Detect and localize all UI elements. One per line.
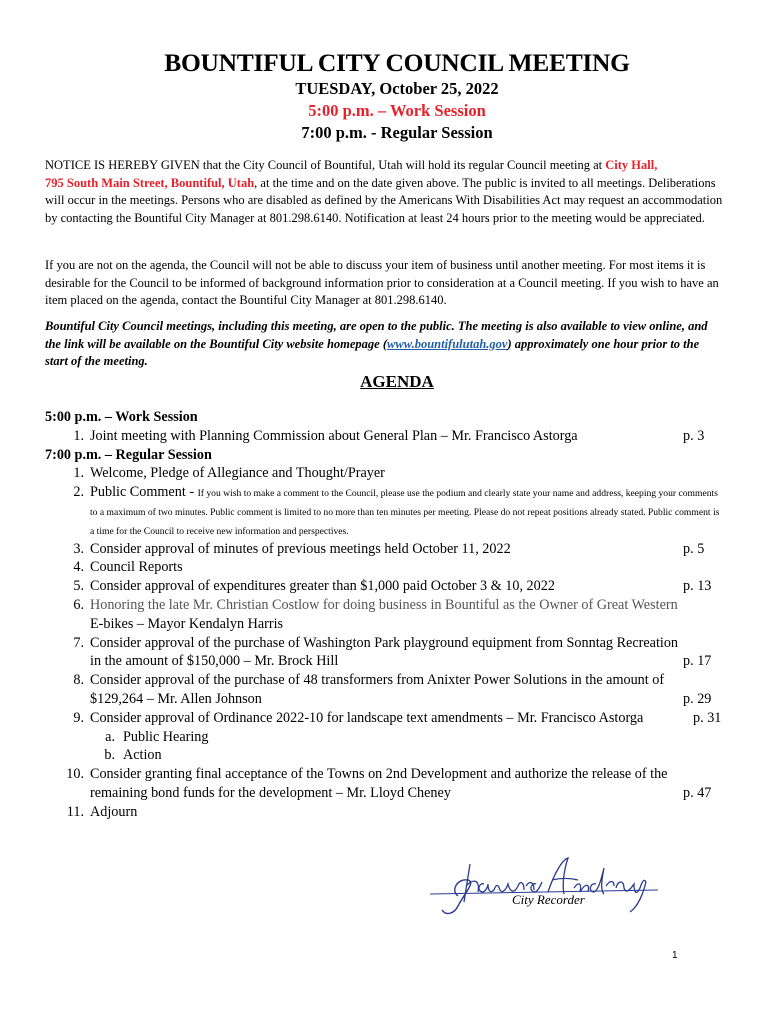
- item-number: 9.: [73, 709, 84, 726]
- public-access-paragraph: [45, 318, 725, 371]
- list-item: [45, 464, 725, 483]
- item-text: Consider approval of the purchase of Washington Park playground equipment from Sonntag Recreation: [90, 634, 679, 651]
- list-item: [45, 577, 725, 596]
- sub-item-letter: a.: [105, 728, 115, 745]
- item-number: 6.: [73, 596, 84, 613]
- list-item: [45, 634, 725, 653]
- item-text: Adjourn: [90, 803, 138, 820]
- agenda-list: [45, 408, 725, 822]
- sub-item: [45, 728, 725, 747]
- item-text: [90, 483, 725, 539]
- city-recorder-label: City Recorder: [512, 892, 585, 907]
- list-item: [45, 558, 725, 577]
- sub-item-letter: b.: [104, 747, 115, 764]
- list-item: [45, 765, 725, 784]
- work-session-time: 5:00 p.m. – Work Session: [308, 101, 486, 120]
- sub-item-text: Public Hearing: [123, 728, 209, 745]
- item-number: 2.: [73, 484, 84, 501]
- item-page: p. 3: [683, 427, 705, 444]
- item-number: 8.: [73, 672, 84, 689]
- list-item: [45, 427, 725, 446]
- item-text: in the amount of $150,000 – Mr. Brock Hill: [90, 653, 339, 670]
- item-number: 1.: [73, 427, 84, 444]
- sub-item-text: Action: [123, 747, 162, 764]
- page-number: 1: [672, 950, 678, 961]
- item-number: 1.: [73, 465, 84, 482]
- notice-text-a: NOTICE IS HEREBY GIVEN that the City Council of Bountiful, Utah will hold its regular Council meeting at: [45, 158, 606, 172]
- item-text: Consider approval of minutes of previous meetings held October 11, 2022: [90, 540, 511, 557]
- item-number: 3.: [73, 540, 84, 557]
- public-access-text-a: Bountiful City Council meetings, including this meeting, are open to the public. The meeting is also available to view online, and the link will be available on the Bountiful City website homepage (: [45, 319, 708, 351]
- public-access-text-b: ) approximately one hour prior to the start of the meeting.: [45, 336, 700, 369]
- list-item-continuation: [45, 615, 725, 634]
- work-session-heading: 5:00 p.m. – Work Session: [45, 409, 198, 425]
- list-item-continuation: [45, 652, 725, 671]
- item-text: $129,264 – Mr. Allen Johnson: [90, 690, 262, 707]
- list-item: [45, 483, 725, 539]
- item-text: Honoring the late Mr. Christian Costlow for doing business in Bountiful as the Owner of Great Western: [90, 596, 678, 613]
- item-text: Council Reports: [90, 559, 183, 576]
- item-text: Consider approval of expenditures greater than $1,000 paid October 3 & 10, 2022: [90, 578, 555, 595]
- website-link[interactable]: www.bountifulutah.gov: [387, 336, 508, 351]
- item-number: 5.: [73, 578, 84, 595]
- item-text: E-bikes – Mayor Kendalyn Harris: [90, 615, 284, 632]
- location-address: 795 South Main Street, Bountiful, Utah: [45, 175, 255, 190]
- public-comment-label: Public Comment -: [90, 484, 198, 501]
- item-page: p. 31: [693, 709, 722, 726]
- item-text: Consider approval of Ordinance 2022-10 for landscape text amendments – Mr. Francisco Astorga: [90, 709, 644, 726]
- meeting-date: TUESDAY, October 25, 2022: [295, 79, 499, 98]
- list-item: [45, 709, 725, 728]
- item-page: p. 47: [683, 784, 712, 801]
- item-number: 7.: [73, 634, 84, 651]
- list-item: [45, 540, 725, 559]
- item-number: 11.: [66, 803, 84, 820]
- location-city-hall: City Hall,: [605, 158, 658, 172]
- item-number: 4.: [73, 559, 84, 576]
- agenda-notice-paragraph: If you are not on the agenda, the Council will not be able to discuss your item of business until another meeting. For most items it is desirable for the Council to be informed of background information prior to consideration at a Council meeting. If you wish to have an item placed on the agenda, contact the Bountiful City Manager at 801.298.6140.: [45, 258, 719, 308]
- sub-item: [45, 746, 725, 765]
- item-page: p. 29: [683, 690, 712, 707]
- public-comment-note: If you wish to make a comment to the Council, please use the podium and clearly state your name and address, keeping your comments to a maximum of two minutes. Public comment is limited to no more than ten minutes per meeting. Please do not repeat positions already stated. Public comment is a time for the Council to receive new information and perspectives.: [90, 488, 720, 537]
- notice-paragraph: [45, 157, 725, 227]
- item-page: p. 13: [683, 578, 712, 595]
- agenda-heading: AGENDA: [360, 372, 434, 391]
- list-item-continuation: [45, 690, 725, 709]
- regular-session-heading: 7:00 p.m. – Regular Session: [45, 446, 212, 463]
- item-text: Joint meeting with Planning Commission about General Plan – Mr. Francisco Astorga: [90, 427, 578, 444]
- notice-text-b: , at the time and on the date given above. The public is invited to all meetings. Deliberations will occur in the meetings. Persons who are disabled as defined by the Americans With Disabilities Act may request an accommodation by contacting the Bountiful City Manager at 801.298.6140. Notification at least 24 hours prior to the meeting would be appreciated.: [45, 175, 723, 225]
- item-text: Welcome, Pledge of Allegiance and Thought/Prayer: [90, 465, 385, 482]
- list-item: [45, 803, 725, 822]
- item-page: p. 17: [683, 653, 712, 670]
- list-item: [45, 596, 725, 615]
- list-item-continuation: [45, 784, 725, 803]
- item-text: Consider granting final acceptance of the Towns on 2nd Development and authorize the release of the: [90, 766, 668, 783]
- signature-image: [428, 850, 688, 920]
- meeting-title: BOUNTIFUL CITY COUNCIL MEETING: [164, 48, 630, 77]
- item-number: 10.: [66, 766, 84, 783]
- item-text: Consider approval of the purchase of 48 transformers from Anixter Power Solutions in the amount of: [90, 672, 665, 689]
- list-item: [45, 671, 725, 690]
- regular-session-time: 7:00 p.m. - Regular Session: [301, 123, 493, 142]
- item-text: remaining bond funds for the development – Mr. Lloyd Cheney: [90, 784, 451, 801]
- item-page: p. 5: [683, 540, 705, 557]
